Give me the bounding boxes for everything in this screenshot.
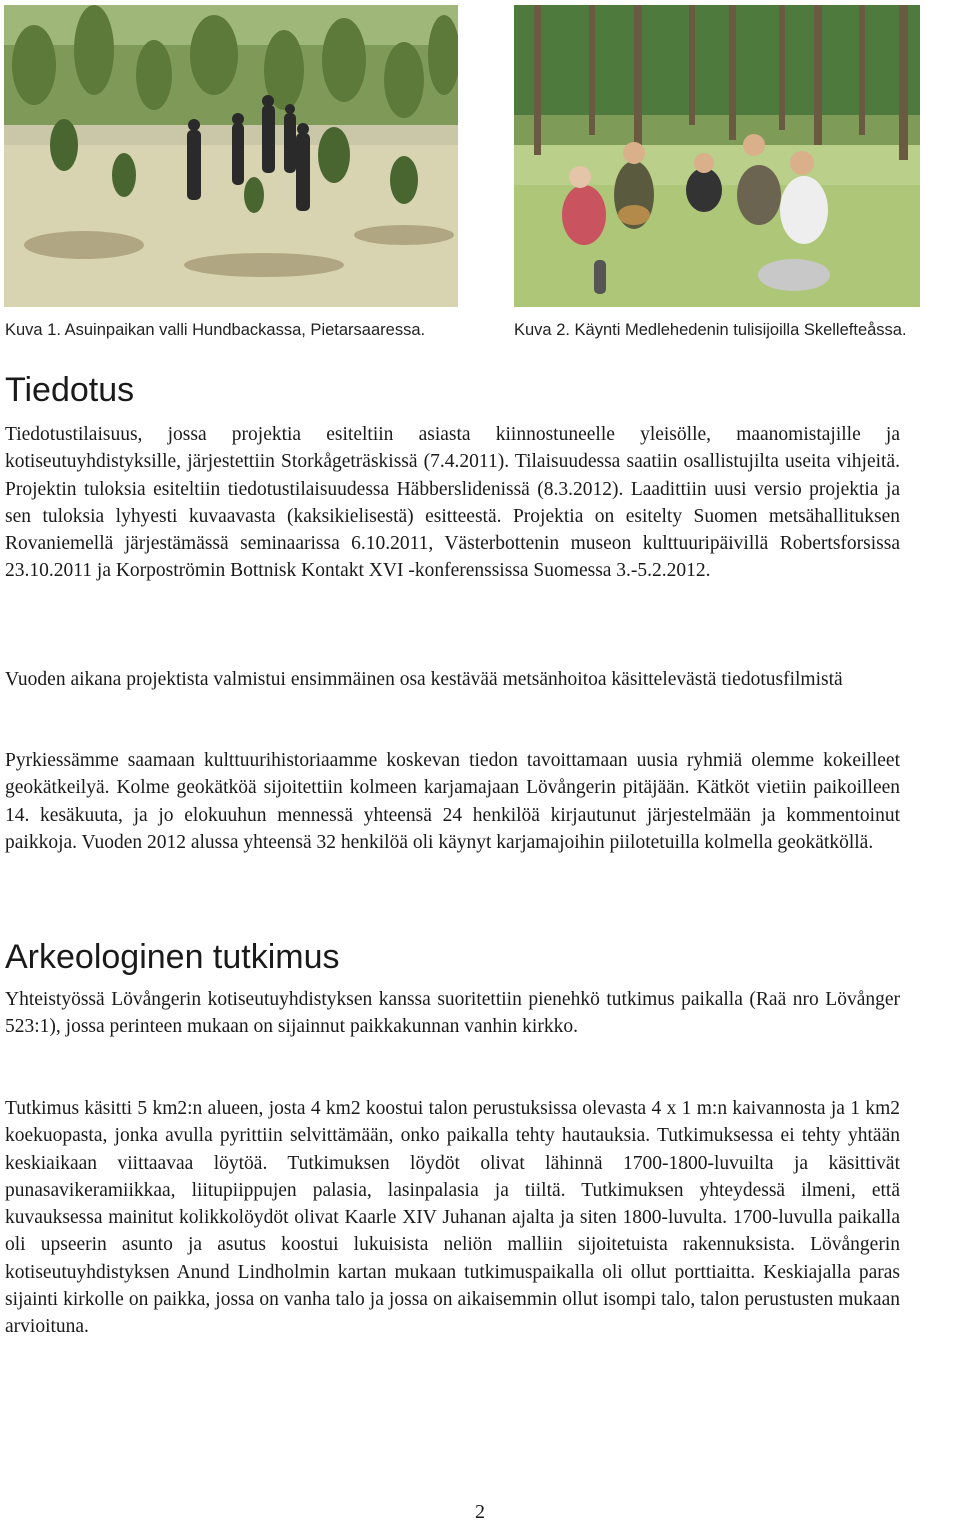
figure-caption-1: Kuva 1. Asuinpaikan valli Hundbackassa, Pietarsaaressa. (5, 321, 426, 339)
photo-hundbacka (4, 5, 458, 307)
section-heading-tiedotus: Tiedotus (5, 371, 135, 409)
paragraph: Tutkimus käsitti 5 km2:n alueen, josta 4 km2 koostui talon perustuksissa olevasta 4 x 1 m:n kaivannosta ja 1 km2 koekuopasta, jonka avulla pyrittiin selvittämään, onko paikalla tehty hautauksia. Tutkimuksessa ei tehty yhtään keskiaikaan viittaavaa löytöä. Tutkimuksen löydöt olivat lähinnä 1700-1800-luvuilta ja käsittivät punasavikeramiikkaa, liitupiippujen palasia, lasinpalasia ja tiiltä. Tutkimuksen yhteydessä ilmeni, että kuvauksessa mainitut kolikkolöydöt olivat Kaarle XIV Juhanan ajalta ja siten 1800-luvulta. 1700-luvulla paikalla oli upseerin asunto ja asutus koostui lukuisista neliön malliin sijoitetuista rakennuksista. Lövångerin kotiseutuyhdistyksen Anund Lindholmin kartan mukaan tutkimuspaikalla oli ollut porttiaitta. Keskiajalla paras sijainti kirkolle on paikka, jossa on vanha talo ja jossa on aikaisemmin ollut isompi talo, talon perustusten mukaan arvioituna. (5, 1098, 900, 1338)
section-heading-arkeologinen-tutkimus: Arkeologinen tutkimus (5, 938, 340, 976)
paragraph: Yhteistyössä Lövångerin kotiseutuyhdistyksen kanssa suoritettiin pienehkö tutkimus paikalla (Raä nro Lövånger 523:1), jossa perinteen mukaan on sijainnut paikkakunnan vanhin kirkko. (5, 989, 900, 1038)
page-number: 2 (475, 1501, 485, 1523)
photo-medleheden (514, 5, 920, 307)
figure-caption-2: Kuva 2. Käynti Medlehedenin tulisijoilla Skellefteåssa. (514, 321, 907, 339)
paragraph: Vuoden aikana projektista valmistui ensimmäinen osa kestävää metsänhoitoa käsittelevästä tiedotusfilmistä (5, 669, 843, 690)
paragraph: Pyrkiessämme saamaan kulttuurihistoriaamme koskevan tiedon tavoittamaan uusia ryhmiä olemme kokeilleet geokätkeilyä. Kolme geokätköä sijoitettiin kolmeen karjamajaan Lövångerin pitäjään. Kätköt vietiin paikoilleen 14. kesäkuuta, ja jo elokuuhun mennessä yhteensä 24 henkilöä kirjautunut järjestelmään ja kommentoinut paikkoja. Vuoden 2012 alussa yhteensä 32 henkilöä oli käynyt karjamajoihin piilotetuilla kolmella geokätköllä. (5, 750, 900, 853)
paragraph: Tiedotustilaisuus, jossa projektia esiteltiin asiasta kiinnostuneelle yleisölle, maanomistajille ja kotiseutuyhdistyksille, järjestettiin Storkågeträskissä (7.4.2011). Tilaisuudessa saatiin osallistujilta useita vihjeitä. Projektin tuloksia esiteltiin tiedotustilaisuudessa Häbberslidenissä (8.3.2012). Laadittiin uusi versio projektia ja sen tuloksia lyhyesti kuvaavasta (kaksikielisestä) esitteestä. Projektia on esitelty Suomen metsähallituksen Rovaniemellä järjestämässä seminaarissa 6.10.2011, Västerbottenin museon kulttuuripäivillä Robertsforsissa 23.10.2011 ja Korpoströmin Bottnisk Kontakt XVI -konferenssissa Suomessa 3.-5.2.2012. (5, 424, 900, 582)
